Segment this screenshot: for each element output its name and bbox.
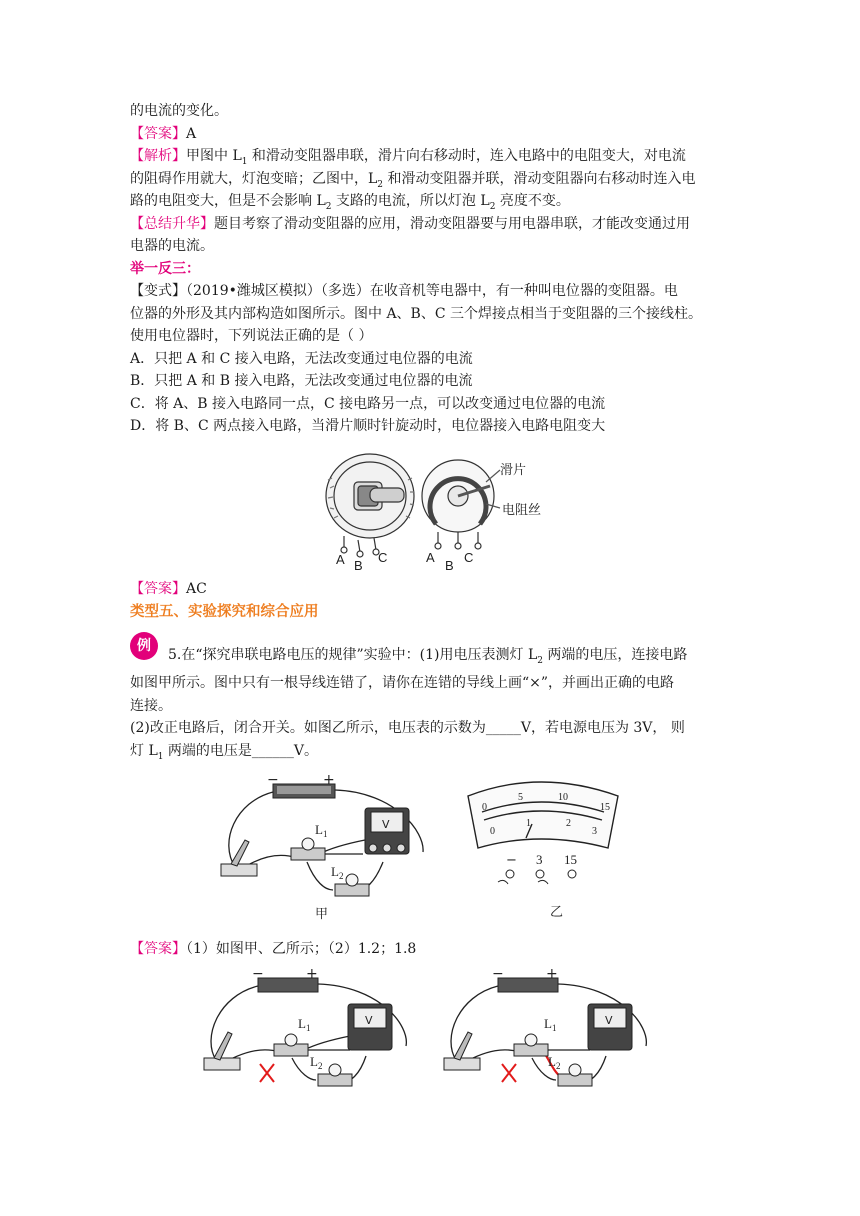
l1-label: $L_1$ — [298, 1016, 311, 1033]
battery-plus: + — [323, 772, 335, 788]
l1-label: $L_1$ — [315, 822, 328, 839]
option-b: B．只把 A 和 B 接入电路，无法改变通过电位器的电流 — [130, 373, 473, 389]
bulb-l1 — [514, 1034, 548, 1056]
example-line-2: 如图甲所示。图中只有一根导线连错了，请你在连错的导线上画“×”，并画出正确的电路 — [130, 675, 675, 691]
dial-term-15: 15 — [564, 852, 577, 867]
option-c: C．将 A、B 接入电路同一点，C 接电路另一点，可以改变通过电位器的电流 — [130, 395, 606, 412]
voltmeter-dial-yi — [460, 778, 640, 928]
pin-label-a-interior: A — [426, 550, 435, 565]
pin-label-b: B — [354, 558, 363, 573]
voltmeter — [588, 1004, 632, 1050]
dial-bottom-2: 2 — [566, 818, 571, 829]
battery-minus: − — [267, 772, 279, 788]
cross-mark — [502, 1064, 516, 1082]
dial-term-minus: − — [506, 853, 517, 868]
option-d: D．将 B、C 两点接入电路，当滑片顺时针旋动时，电位器接入电路电阻变大 — [130, 418, 606, 434]
potentiometer-figure — [318, 448, 558, 574]
document-body-3 — [130, 938, 730, 961]
jia-label: 甲 — [315, 907, 329, 922]
voltmeter — [365, 808, 409, 854]
battery-plus: + — [306, 966, 318, 982]
cross-mark — [260, 1064, 274, 1082]
analysis-line-3: 路的电阻变大，但是不会影响 $L_2$ 支路的电流，所以灯泡 $L_2$ 亮度不变。 — [130, 193, 570, 212]
text-line: 的电流的变化。 — [130, 103, 228, 119]
pin-label-a: A — [336, 552, 345, 567]
dial-top-10: 10 — [558, 792, 568, 803]
potentiometer-exterior — [326, 454, 414, 557]
voltmeter-v-label: V — [365, 1014, 373, 1027]
dial-top-0: 0 — [482, 802, 487, 813]
answer-circuit-left — [200, 966, 420, 1090]
bulb-l2 — [558, 1064, 592, 1086]
bulb-l1 — [274, 1034, 308, 1056]
l2-label: $L_2$ — [310, 1054, 323, 1071]
l1-label: $L_1$ — [544, 1016, 557, 1033]
variant-line-3: 使用电位器时，下列说法正确的是（ ） — [130, 328, 373, 344]
circuit-figure-jia — [215, 772, 435, 922]
voltmeter — [348, 1004, 392, 1050]
variant-line-2: 位器的外形及其内部构造如图所示。图中 A、B、C 三个焊接点相当于变阻器的三个接线柱。 — [130, 305, 703, 322]
example-badge: 例 — [130, 632, 158, 660]
voltmeter-v-label: V — [605, 1014, 613, 1027]
document-body-2 — [130, 578, 730, 623]
practice-heading: 举一反三： — [130, 260, 200, 277]
l2-label: $L_2$ — [331, 864, 344, 881]
analysis-line-2: 的阻碍作用就大，灯泡变暗；乙图中，$L_2$ 和滑动变阻器并联，滑动变阻器向右移动时连入电 — [130, 170, 696, 190]
example-line-5: 灯 $L_1$ 两端的电压是______V。 — [130, 742, 319, 762]
section-type-5: 类型五、实验探究和综合应用 — [130, 602, 319, 620]
yi-label: 乙 — [550, 905, 564, 920]
analysis-line-1: 【解析】甲图中 $L_1$ 和滑动变阻器串联，滑片向右移动时，连入电路中的电阻变大，对电流 — [130, 148, 686, 167]
switch — [204, 1032, 240, 1070]
pin-label-c: C — [378, 550, 388, 565]
switch — [444, 1032, 480, 1070]
summary-line-2: 电器的电流。 — [130, 238, 214, 254]
switch — [221, 840, 257, 876]
dial-terminals — [498, 870, 576, 884]
answer-3: 【答案】（1）如图甲、乙所示；（2）1.2；1.8 — [130, 941, 417, 957]
bulb-l2 — [318, 1064, 352, 1086]
dial-top-5: 5 — [518, 792, 523, 803]
option-a: A．只把 A 和 C 接入电路，无法改变通过电位器的电流 — [130, 350, 473, 367]
dial-top-15: 15 — [600, 802, 610, 813]
answer-2: 【答案】AC — [130, 581, 207, 597]
pin-label-b-interior: B — [445, 558, 454, 573]
example-line-3: 连接。 — [130, 697, 172, 714]
dial-bottom-0: 0 — [490, 826, 495, 837]
dial-bottom-3: 3 — [592, 826, 597, 837]
battery-minus: − — [252, 966, 264, 982]
l2-label: $L_2$ — [548, 1054, 561, 1071]
resistance-wire-label: 电阻丝 — [502, 503, 542, 518]
voltmeter-v-label: V — [382, 818, 390, 831]
potentiometer-interior — [422, 460, 500, 549]
answer-1: 【答案】A — [130, 125, 197, 142]
summary-line-1: 【总结升华】题目考察了滑动变阻器的应用，滑动变阻器要与用电器串联，才能改变通过用 — [130, 215, 690, 232]
dial-bottom-1: 1 — [526, 818, 531, 829]
bulb-l1 — [291, 838, 325, 860]
variant-line-1: 【变式】（2019•潍城区模拟）（多选）在收音机等电器中，有一种叫电位器的变阻器。电 — [130, 283, 678, 299]
pin-label-c-interior: C — [464, 550, 474, 565]
slider-label: 滑片 — [500, 463, 527, 478]
answer-circuit-right — [440, 966, 660, 1090]
example-line-1: 5.在“探究串联电路电压的规律”实验中：(1)用电压表测灯 $L_2$ 两端的电压，连接电路 — [168, 647, 688, 666]
example-line-4: (2)改正电路后，闭合开关。如图乙所示，电压表的示数为_____V，若电源电压为 3V， 则 — [130, 720, 685, 736]
battery-plus: + — [546, 966, 558, 982]
battery-minus: − — [492, 966, 504, 982]
document-body — [130, 100, 730, 438]
example-block — [130, 628, 730, 762]
dial-term-3: 3 — [536, 852, 543, 867]
